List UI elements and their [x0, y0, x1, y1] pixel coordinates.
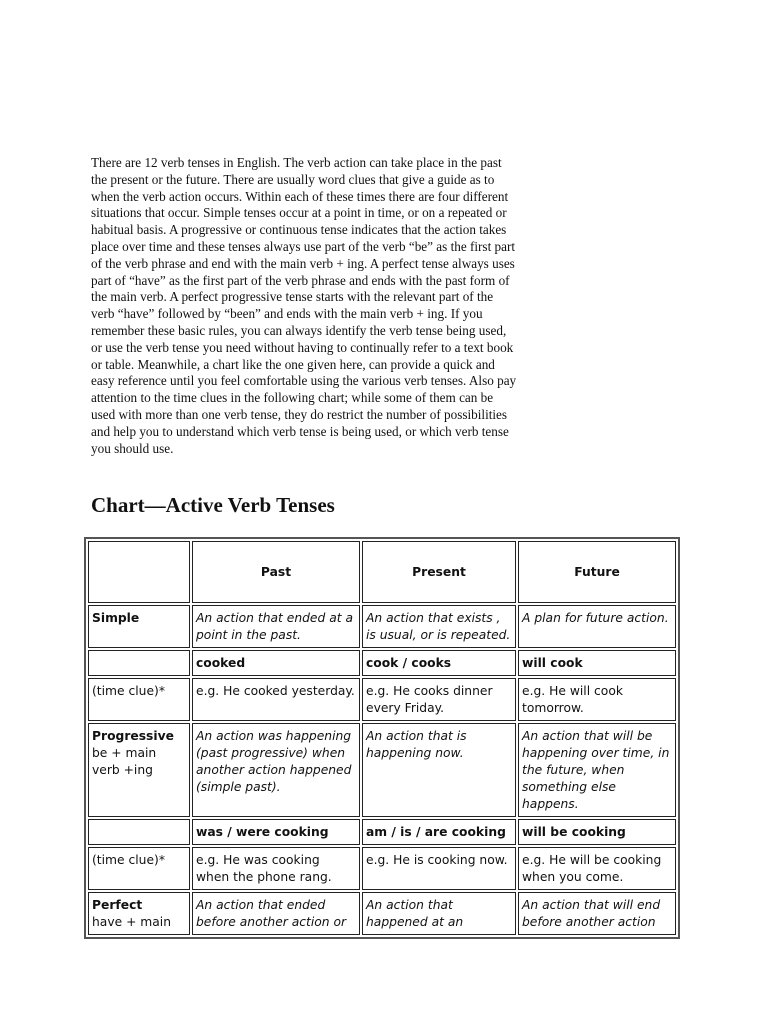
- intro-line: or use the verb tense you need without having to continually refer to a text book: [91, 339, 514, 355]
- intro-line: part of “have” as the first part of the verb phrase and ends with the past form of: [91, 272, 510, 288]
- table-row-simple-forms: [88, 650, 676, 676]
- table-row-simple-clue: [88, 678, 676, 721]
- intro-line: the main verb. A perfect progressive tense starts with the relevant part of the: [91, 289, 494, 305]
- simple-present-example: e.g. He cooks dinner every Friday.: [362, 678, 516, 721]
- table-row-progressive: [88, 723, 676, 817]
- table-row-simple: [88, 605, 676, 648]
- progressive-past-definition: An action was happening (past progressive) when another action happened (simple past).: [192, 723, 360, 817]
- row-label-perfect: [88, 892, 190, 935]
- perfect-past-definition: An action that ended before another action or: [192, 892, 360, 935]
- intro-line: There are 12 verb tenses in English. The verb action can take place in the past: [91, 155, 502, 170]
- intro-line: when the verb action occurs. Within each of these times there are four different: [91, 188, 509, 204]
- simple-future-form: will cook: [518, 650, 676, 676]
- progressive-label: Progressive: [92, 729, 174, 743]
- intro-line: attention to the time clues in the following chart; while some of them can be: [91, 390, 494, 406]
- row-label-empty: [88, 819, 190, 845]
- perfect-future-definition: An action that will end before another action: [518, 892, 676, 935]
- intro-line: the present or the future. There are usually word clues that give a guide as to: [91, 171, 495, 187]
- header-present: Present: [362, 541, 516, 603]
- progressive-future-form: will be cooking: [518, 819, 676, 845]
- intro-line: and help you to understand which verb tense is being used, or which verb tense: [91, 423, 509, 439]
- header-future: Future: [518, 541, 676, 603]
- simple-present-definition: An action that exists , is usual, or is repeated.: [362, 605, 516, 648]
- simple-future-definition: A plan for future action.: [518, 605, 676, 648]
- simple-past-example: e.g. He cooked yesterday.: [192, 678, 360, 721]
- progressive-formula: be + main verb +ing: [92, 746, 157, 777]
- intro-line: habitual basis. A progressive or continuous tense indicates that the action takes: [91, 222, 507, 238]
- intro-line: you should use.: [91, 440, 174, 456]
- intro-line: remember these basic rules, you can always identify the verb tense being used,: [91, 322, 507, 338]
- progressive-present-form: am / is / are cooking: [362, 819, 516, 845]
- progressive-past-example: e.g. He was cooking when the phone rang.: [192, 847, 360, 890]
- header-empty-cell: [88, 541, 190, 603]
- intro-line: used with more than one verb tense, they do restrict the number of possibilities: [91, 406, 508, 422]
- table-header-row: [88, 541, 676, 603]
- row-label-progressive: [88, 723, 190, 817]
- perfect-formula: have + main: [92, 915, 172, 929]
- row-label-empty: [88, 650, 190, 676]
- intro-paragraph: [91, 155, 601, 457]
- intro-line: place over time and these tenses always use part of the verb “be” as the first part: [91, 238, 516, 254]
- verb-tense-table: [84, 537, 680, 939]
- simple-past-form: cooked: [192, 650, 360, 676]
- chart-title: Chart—Active Verb Tenses: [91, 493, 335, 517]
- intro-line: easy reference until you feel comfortable using the various verb tenses. Also pay: [91, 373, 517, 389]
- row-label-time-clue: (time clue)*: [88, 678, 190, 721]
- simple-future-example: e.g. He will cook tomorrow.: [518, 678, 676, 721]
- table-row-progressive-forms: [88, 819, 676, 845]
- progressive-present-example: e.g. He is cooking now.: [362, 847, 516, 890]
- row-label-simple: Simple: [88, 605, 190, 648]
- table-row-perfect: [88, 892, 676, 935]
- intro-line: or table. Meanwhile, a chart like the one given here, can provide a quick and: [91, 356, 495, 372]
- progressive-past-form: was / were cooking: [192, 819, 360, 845]
- header-past: Past: [192, 541, 360, 603]
- row-label-time-clue: (time clue)*: [88, 847, 190, 890]
- intro-line: verb “have” followed by “been” and ends with the main verb + ing. If you: [91, 306, 483, 322]
- simple-present-form: cook / cooks: [362, 650, 516, 676]
- perfect-present-definition: An action that happened at an: [362, 892, 516, 935]
- perfect-label: Perfect: [92, 898, 143, 912]
- progressive-present-definition: An action that is happening now.: [362, 723, 516, 817]
- progressive-future-example: e.g. He will be cooking when you come.: [518, 847, 676, 890]
- table-row-progressive-clue: [88, 847, 676, 890]
- intro-line: situations that occur. Simple tenses occur at a point in time, or on a repeated or: [91, 205, 507, 221]
- intro-line: of the verb phrase and end with the main verb + ing. A perfect tense always uses: [91, 255, 515, 271]
- simple-past-definition: An action that ended at a point in the past.: [192, 605, 360, 648]
- progressive-future-definition: An action that will be happening over time, in the future, when something else happens.: [518, 723, 676, 817]
